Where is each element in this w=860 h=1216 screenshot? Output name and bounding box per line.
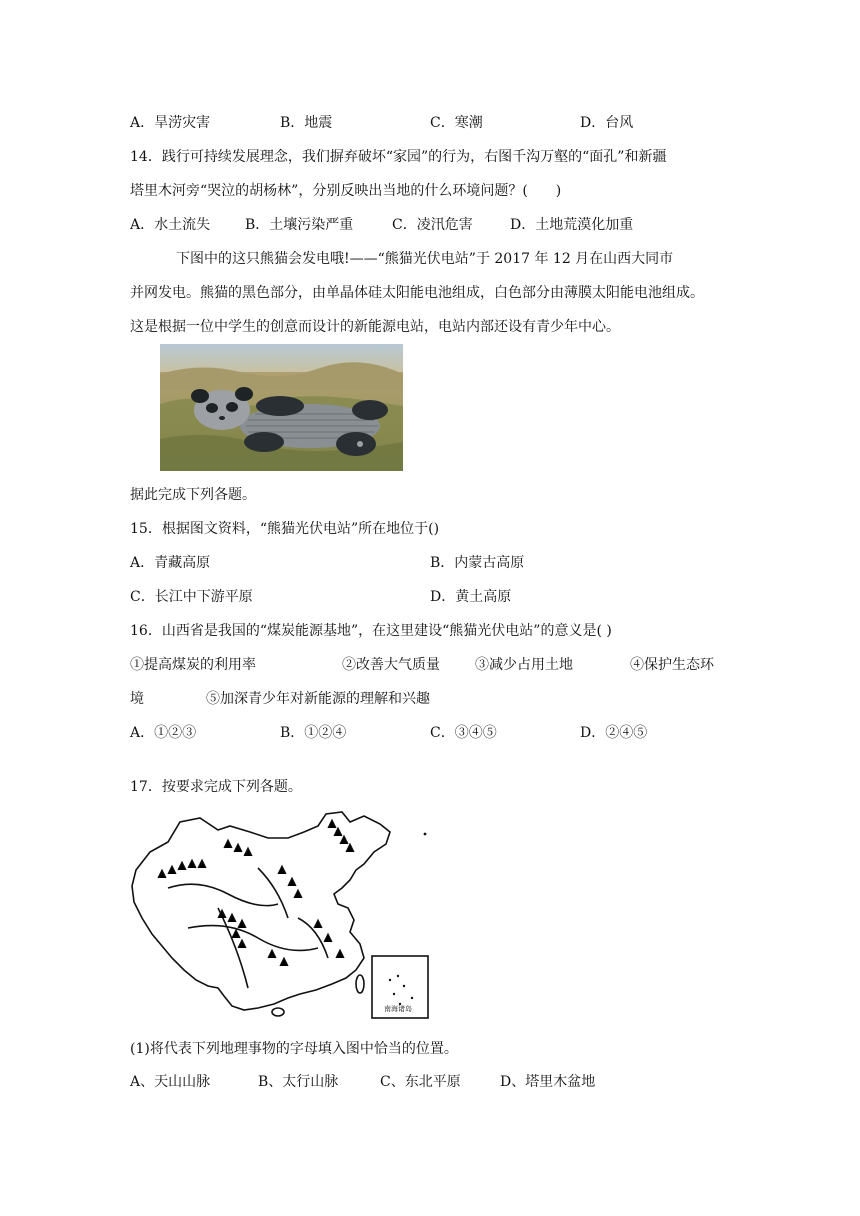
q17-choice-b: B、太行山脉 [258,1074,339,1090]
map-inset-label: 南海诸岛 [384,1005,412,1013]
q17-choice-d: D、塔里木盆地 [500,1074,596,1090]
q14-stem-line2: 塔里木河旁“哭泣的胡杨林”，分别反映出当地的什么环境问题？( ) [130,183,562,199]
q15-option-a: A．青藏高原 [130,555,211,571]
q17-choice-c: C、东北平原 [380,1074,461,1090]
q16-item-4-cont: 境 [130,691,144,707]
q15-option-b: B．内蒙古高原 [430,555,525,571]
panda-power-station-image [160,344,403,471]
q15-option-c: C．长江中下游平原 [130,589,253,605]
q16-item-2: ②改善大气质量 [342,657,440,673]
q13-option-b: B．地震 [280,115,333,131]
q14-stem-line1: 14．践行可持续发展理念，我们摒弃破坏“家园”的行为，右图千沟万壑的“面孔”和新疆 [130,149,667,165]
q14-option-b: B．土壤污染严重 [245,217,354,233]
q16-option-d: D．②④⑤ [580,725,648,741]
q13-option-a: A．旱涝灾害 [130,115,211,131]
q16-option-c: C．③④⑤ [430,725,497,741]
q16-stem: 16．山西省是我国的“煤炭能源基地”，在这里建设“熊猫光伏电站”的意义是( ) [130,623,612,639]
passage-line3: 这是根据一位中学生的创意而设计的新能源电站，电站内部还设有青少年中心。 [130,319,620,335]
q15-option-d: D．黄土高原 [430,589,512,605]
q16-option-a: A．①②③ [130,725,197,741]
china-map [128,808,438,1020]
q17-choice-a: A、天山山脉 [130,1074,211,1090]
q15-stem: 15．根据图文资料，“熊猫光伏电站”所在地位于() [130,521,440,537]
q17-stem: 17．按要求完成下列各题。 [130,779,302,795]
q14-option-c: C．凌汛危害 [392,217,473,233]
q14-option-d: D．土地荒漠化加重 [510,217,634,233]
q13-option-c: C．寒潮 [430,115,483,131]
q16-item-4: ④保护生态环 [630,657,714,673]
q13-option-d: D．台风 [580,115,634,131]
q17-sub1: (1)将代表下列地理事物的字母填入图中恰当的位置。 [130,1041,458,1057]
q16-item-3: ③减少占用土地 [475,657,573,673]
q16-item-1: ①提高煤炭的利用率 [130,657,256,673]
q16-item-5: ⑤加深青少年对新能源的理解和兴趣 [206,691,430,707]
passage-line2: 并网发电。熊猫的黑色部分，由单晶体硅太阳能电池组成，白色部分由薄膜太阳能电池组成。 [130,285,704,301]
passage-after: 据此完成下列各题。 [130,487,256,503]
passage-line1: 下图中的这只熊猫会发电哦!——“熊猫光伏电站”于 2017 年 12 月在山西大同市 [176,251,674,267]
q16-option-b: B．①②④ [280,725,347,741]
q14-option-a: A．水土流失 [130,217,211,233]
